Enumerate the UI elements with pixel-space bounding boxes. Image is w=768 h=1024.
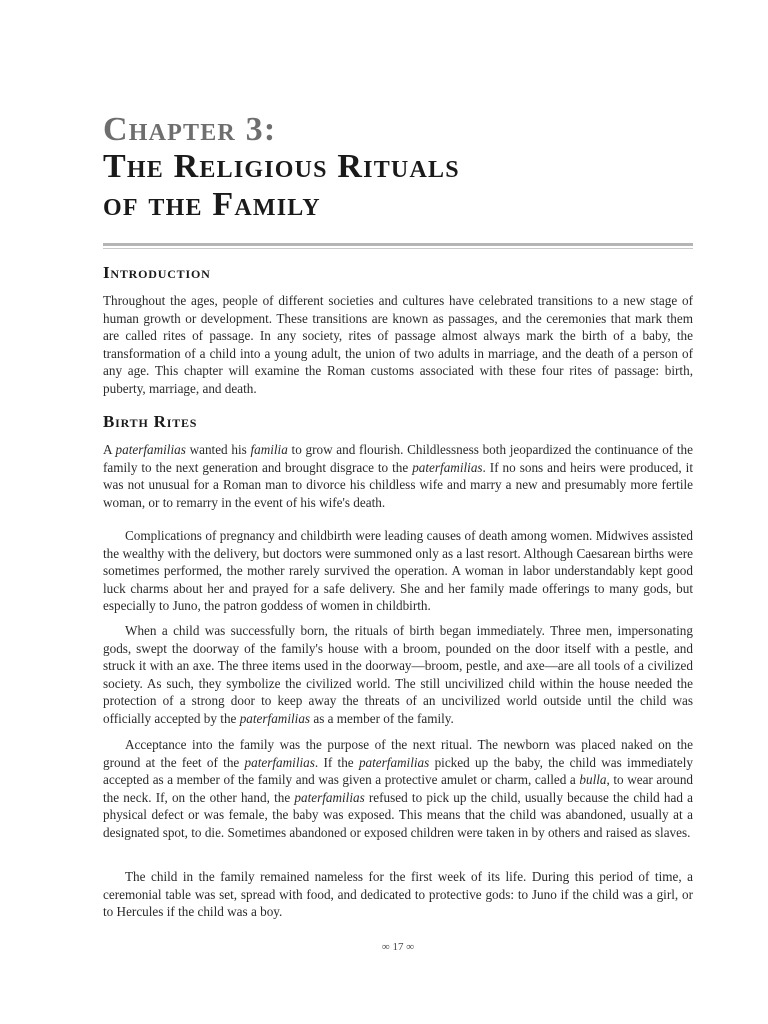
title-divider-thin xyxy=(103,248,693,249)
latin-term: paterfamilias xyxy=(358,754,430,770)
title-divider-thick xyxy=(103,243,693,246)
latin-term: familia xyxy=(250,442,288,457)
chapter-title-line-1: The Religious Rituals xyxy=(103,148,460,185)
birth-rites-paragraph-3: When a child was successfully born, the rituals of birth began immediately. Three men, impersonating gods, swept the doorway of the family's house with a broom, pounded on the door itself with a pestle, and struck it with an axe. The three items used in the doorway—broom, pestle, and axe—are all tools of a civilized society. As such, they symbolize the civilized world. The still uncivilized child within the house needed the protection of a strong door to keep away the threats of an uncivilized world outside until the child was officially accepted by the paterfamilias as a member of the family. xyxy=(103,623,693,726)
page-number: 17 xyxy=(392,941,404,953)
latin-term: paterfamilias xyxy=(294,789,365,805)
latin-term: paterfamilias xyxy=(412,459,483,475)
latin-term: bulla xyxy=(579,772,607,788)
section-heading-birth-rites: Birth Rites xyxy=(103,412,198,431)
birth-rites-paragraph-2: Complications of pregnancy and childbirth were leading causes of death among women. Midwives assisted the wealthy with the delivery, but doctors were summoned only as a last resort. Although Caesarean births were sometimes performed, the mother rarely survived the operation. A woman in labor understandably kept good luck charms about her and prayed for a safe delivery. She and her family made offerings to many gods, but especially to Juno, the patron goddess of women in childbirth. xyxy=(103,528,693,614)
latin-term: paterfamilias xyxy=(239,710,311,726)
page-footer xyxy=(103,941,693,953)
ornament-left-icon: ∞ xyxy=(381,941,390,953)
ornament-right-icon: ∞ xyxy=(406,941,415,953)
chapter-heading xyxy=(103,112,693,224)
latin-term: paterfamilias xyxy=(244,754,315,770)
birth-rites-paragraph-5: The child in the family remained nameless for the first week of its life. During this period of time, a ceremonial table was set, spread with food, and dedicated to protective gods: to Juno if the child was a girl, or to Hercules if the child was a boy. xyxy=(103,869,693,920)
birth-rites-paragraph-4: Acceptance into the family was the purpose of the next ritual. The newborn was placed naked on the ground at the feet of the paterfamilias. If the paterfamilias picked up the baby, the child was immediately accepted as a member of the family and was given a protective amulet or charm, called a bulla, to wear around the neck. If, on the other hand, the paterfamilias refused to pick up the child, usually because the child had a physical defect or was female, the baby was exposed. This means that the child was abandoned, usually at a designated spot, to die. Sometimes abandoned or exposed children were taken in by others and raised as slaves. xyxy=(103,737,694,840)
chapter-title-line-2: of the Family xyxy=(103,186,321,223)
chapter-number: Chapter 3: xyxy=(103,111,277,148)
birth-rites-paragraph-1: A paterfamilias wanted his familia to grow and flourish. Childlessness both jeopardized the continuance of the family to the next generation and brought disgrace to the paterfamilias. If no sons and heirs were produced, it was not unusual for a Roman man to divorce his childless wife and marry a new and presumably more fertile woman, or to remarry in the event of his wife's death. xyxy=(103,442,693,510)
introduction-paragraph: Throughout the ages, people of different societies and cultures have celebrated transitions to a new stage of human growth or development. These transitions are known as passages, and the ceremonies that mark them are called rites of passage. In any society, rites of passage almost always mark the birth of a baby, the transformation of a child into a young adult, the union of two adults in marriage, and the death of a person of any age. This chapter will examine the Roman customs associated with these four rites of passage: birth, puberty, marriage, and death. xyxy=(103,293,693,396)
latin-term: paterfamilias xyxy=(115,442,186,457)
section-heading-introduction: Introduction xyxy=(103,263,211,282)
